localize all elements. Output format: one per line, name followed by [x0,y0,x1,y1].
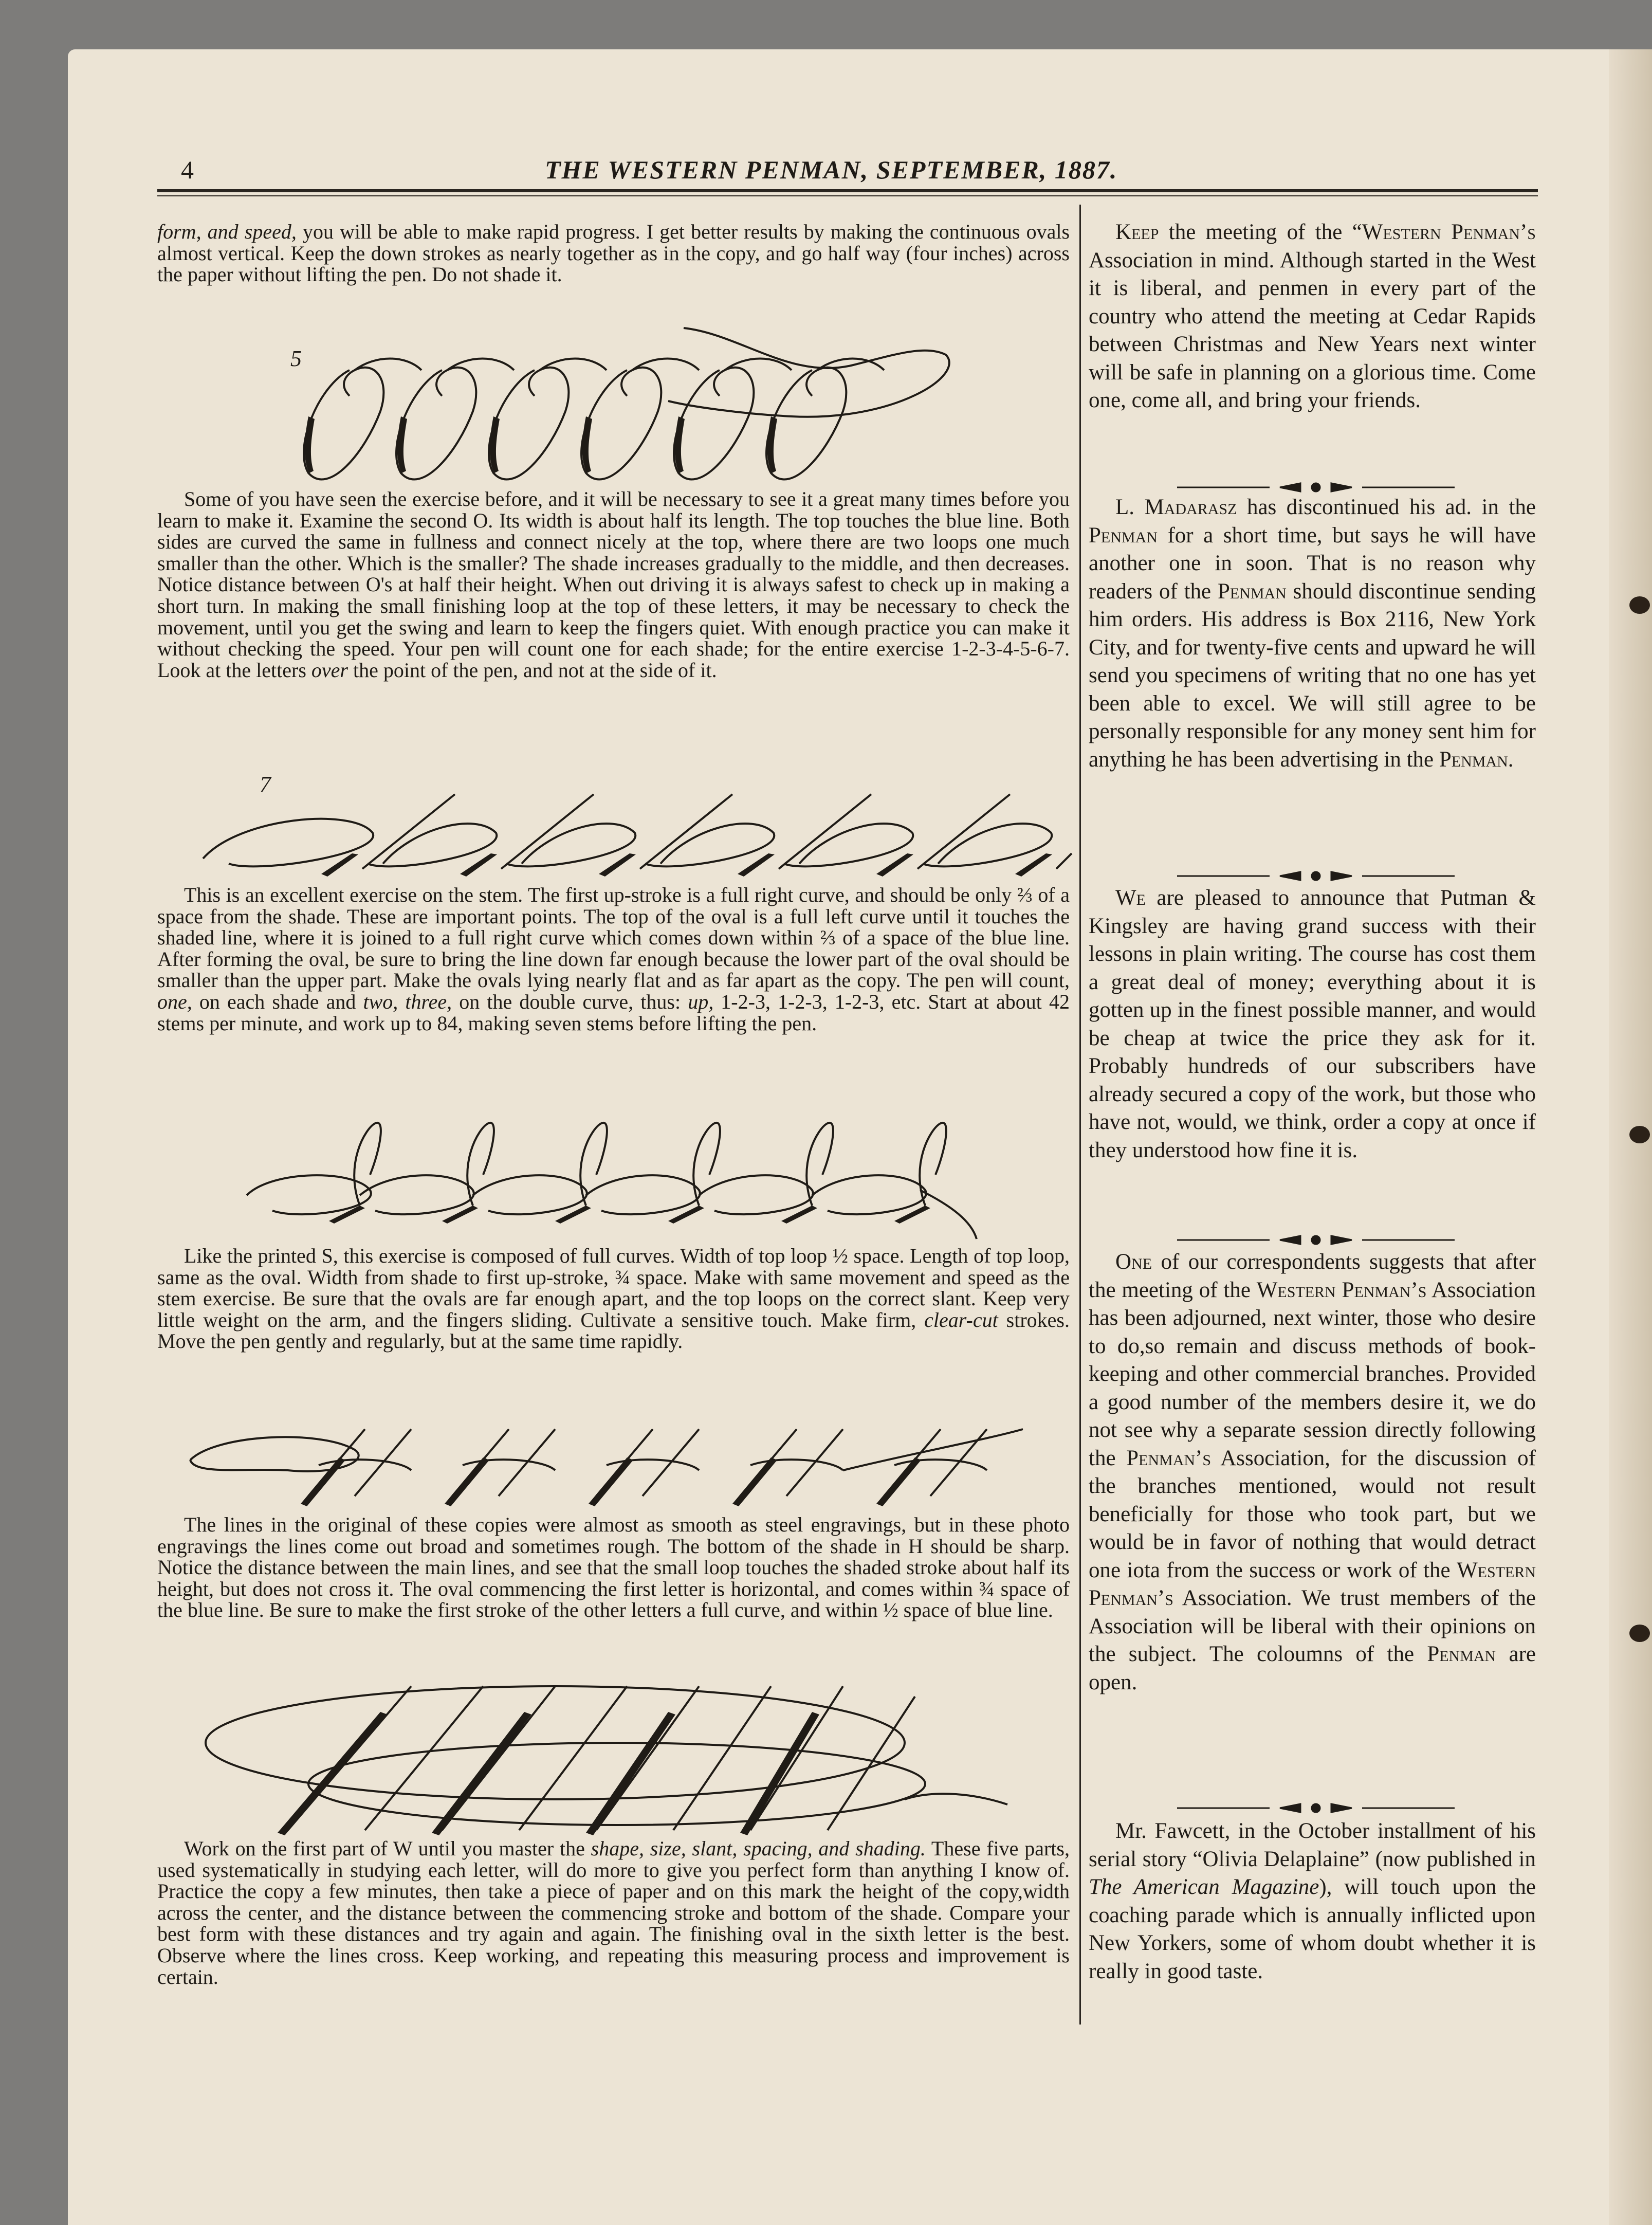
penmanship-plate-h-letters [185,1419,1028,1511]
header-rule-thick [157,189,1538,192]
paragraph-h-exercise [157,1514,1070,1621]
lead-word: L. Madarasz [1115,495,1237,519]
paragraph-text: the point of the pen, and not at the side of it. [347,658,717,682]
paragraph-text: ), will touch upon the coaching parade which is annually inflicted upon New Yorkers, some of whom doubt whether it is really in good taste. [1089,1875,1536,1983]
paragraph-text: Like the printed S, this exercise is composed of full curves. Width of top loop ½ space. Length of top loop, same as the oval. Width from shade to first up-stroke, ¾ space. Make with same movement and speed as the stem exercise. Be sure that the ovals are far enough apart, and the top loops on the correct slant. Keep very little weight on the arm, and the fingers sliding. Cultivate a sensitive touch. Make firm, [157,1244,1070,1332]
italic-phrase: form, and speed, [157,220,297,243]
paragraph-text: on each shade and [192,990,363,1013]
section-ornament [1177,870,1455,882]
paragraph-text: This is an excellent exercise on the stem. The first up-stroke is a full right curve, and should be only ⅔ of a space from the shade. These are important points. The top of the oval is a full left curve until it touches the shaded line, where it is joined to a full right curve which comes down within ⅔ of a space of the blue line. After forming the oval, be sure to bring the line down far enough because the lower part of the oval should be smaller than the upper part. Make the ovals lying nearly flat and as far apart as the copy. The pen will count, [157,883,1070,992]
note-putman-kingsley [1089,884,1536,1164]
paragraph-text: are pleased to announce that Putman & Kingsley are having grand success with their lessons in plain writing. The course has cost them a great deal of money; everything about it is gotten up in the finest possible manner, and would be cheap at twice the price they ask for it. Probably hundreds of our subscribers have already secured a copy of the work, but those who have not, would, we think, order a copy at once if they understood how fine it is. [1089,886,1536,1162]
small-caps-text: Penman’s [1126,1446,1212,1470]
small-caps-text: Western Penman’s [1362,220,1536,244]
section-ornament [1177,1234,1455,1246]
paragraph-text: Association has been adjourned, next winter, those who desire to do,so remain and discuss methods of book-keeping and other commercial branches. Provided a good number of the members desire it, we do not see why a separate session directly following the [1089,1278,1536,1470]
plate-number-7: 7 [260,772,271,797]
note-western-penman-meeting [1089,218,1536,415]
penmanship-plate-ovals [278,319,961,488]
lead-word: Keep [1115,220,1159,244]
page-number: 4 [181,155,195,184]
small-caps-text: Western Penman’s [1089,1558,1536,1610]
lead-word: We [1115,886,1146,910]
small-caps-text: Penman [1217,579,1287,604]
paragraph-form-speed [157,221,1070,285]
italic-title: The American Magazine [1089,1875,1319,1899]
note-madarasz [1089,494,1536,774]
paragraph-text: for a short time, but says he will have another one in soon. That is no reason why readers of the [1089,523,1536,604]
italic-word: clear-cut [924,1308,998,1332]
paragraph-text: has discontinued his ad. in the [1237,495,1536,519]
paragraph-stem-exercise [157,884,1070,1034]
paragraph-text: The lines in the original of these copies were almost as smooth as steel engravings, but in these photo engravings the lines come out broad and sometimes rough. The bottom of the shade in H should be sharp. Notice the distance between the main lines, and see that the small loop touches the shaded stroke about half its height, but does not cross it. The oval commencing the first letter is horizontal, and comes within ¾ space of the blue line. Be sure to make the first stroke of the other letters a full curve, and within ½ space of blue line. [157,1513,1070,1622]
paragraph-o-exercise [157,488,1070,681]
penmanship-plate-s-loops [242,1118,987,1242]
paragraph-text: should discontinue sending him orders. His address is Box 2116, New York City, and for twenty-five cents and upward he will send you specimens of writing that no one has yet been able to excel. We will still agree to be personally responsible for any money sent him for anything he has been advertising in the [1089,579,1536,772]
column-divider [1079,205,1081,2025]
running-head: THE WESTERN PENMAN, SEPTEMBER, 1887. [545,155,1118,184]
paragraph-text: Some of you have seen the exercise before, and it will be necessary to see it a great many times before you learn to make it. Examine the second O. Its width is about half its length. The top touches the blue line. Both sides are curved the same in fullness and connect nicely at the top, where there are two loops one much smaller than the other. Which is the smaller? The shade increases gradually to the middle, and then decreases. Notice distance between O's at half their height. When out driving it is always safest to check up in making a short turn. In making the small finishing loop at the top of these letters, it may be necessary to check the movement, until you get the swing and learn to keep the fingers quiet. With enough practice you can make it without checking the speed. Your pen will count one for each shade; for the entire exercise 1-2-3-4-5-6-7. Look at the letters [157,487,1070,682]
small-caps-text: Penman. [1439,747,1514,772]
italic-word: over [311,658,348,682]
italic-word: one, [157,990,192,1013]
paragraph-text: Work on the first part of W until you master the [184,1837,591,1860]
lead-word: One [1115,1250,1152,1274]
paragraph-w-exercise [157,1838,1070,1987]
paragraph-text: Association, for the discussion of the branches mentioned, would not result beneficially for those who took part, but we would be in favor of nothing that would detract one iota from the success or work of the [1089,1446,1536,1582]
section-ornament [1177,481,1455,494]
paragraph-s-exercise [157,1245,1070,1352]
section-ornament [1177,1802,1455,1814]
paragraph-text: Association in mind. Although started in the West it is liberal, and penmen in every part of the country who attend the meeting at Cedar Rapids between Christmas and New Years next winter will be safe in planning on a glorious time. Come one, come all, and bring your friends. [1089,248,1536,412]
paragraph-text: strokes. Move the pen gently and regularly, but at the same time rapidly. [157,1308,1070,1353]
penmanship-plate-stems [198,787,1072,884]
paragraph-text: These five parts, used systematically in studying each letter, will do more to give you perfect form than anything I know of. Practice the copy a few minutes, then take a piece of paper and on this mark the height of the copy,width across the center, and the distance between the commencing stroke and bottom of the shade. Compare your best form with these distances and try again and again. The finishing oval in the sixth letter is the best. Observe where the lines cross. Keep working, and repeating this measuring process and improvement is certain. [157,1837,1070,1989]
paragraph-text: of our correspondents suggests that after the meeting of the [1089,1250,1536,1302]
small-caps-text: Penman [1427,1642,1496,1666]
paragraph-text: are open. [1089,1642,1536,1694]
italic-word: up, [688,990,714,1013]
small-caps-text: Penman [1089,523,1158,548]
plate-number-5: 5 [290,346,302,371]
paragraph-text: Association. We trust members of the Association will be liberal with their opinions on the subject. The coloumns of the [1089,1586,1536,1666]
italic-phrase: shape, size, slant, spacing, and shading. [591,1837,926,1860]
header-rule-thin [157,195,1538,196]
paragraph-text: Mr. Fawcett, in the October installment of his serial story “Olivia Delaplaine” (now published in [1089,1819,1536,1871]
small-caps-text: Western Penman’s [1256,1278,1427,1302]
italic-word: two, three, [363,990,452,1013]
binding-pin [1629,1126,1650,1143]
binding-pin [1629,596,1650,614]
paragraph-text: you will be able to make rapid progress. I get better results by making the continuous ovals almost vertical. Keep the down strokes as nearly together as in the copy, and go half way (four inches) across the paper without lifting the pen. Do not shade it. [157,220,1070,286]
paragraph-text: the meeting of the “ [1159,220,1362,244]
paragraph-text: on the double curve, thus: [452,990,688,1013]
note-correspondent-suggestion [1089,1248,1536,1697]
penmanship-plate-w-letters [195,1676,1018,1846]
paragraph-text: 1-2-3, 1-2-3, 1-2-3, etc. Start at about 42 stems per minute, and work up to 84, making seven stems before lifting the pen. [157,990,1070,1035]
note-fawcett-serial [1089,1817,1536,1985]
binding-pin [1629,1625,1650,1642]
